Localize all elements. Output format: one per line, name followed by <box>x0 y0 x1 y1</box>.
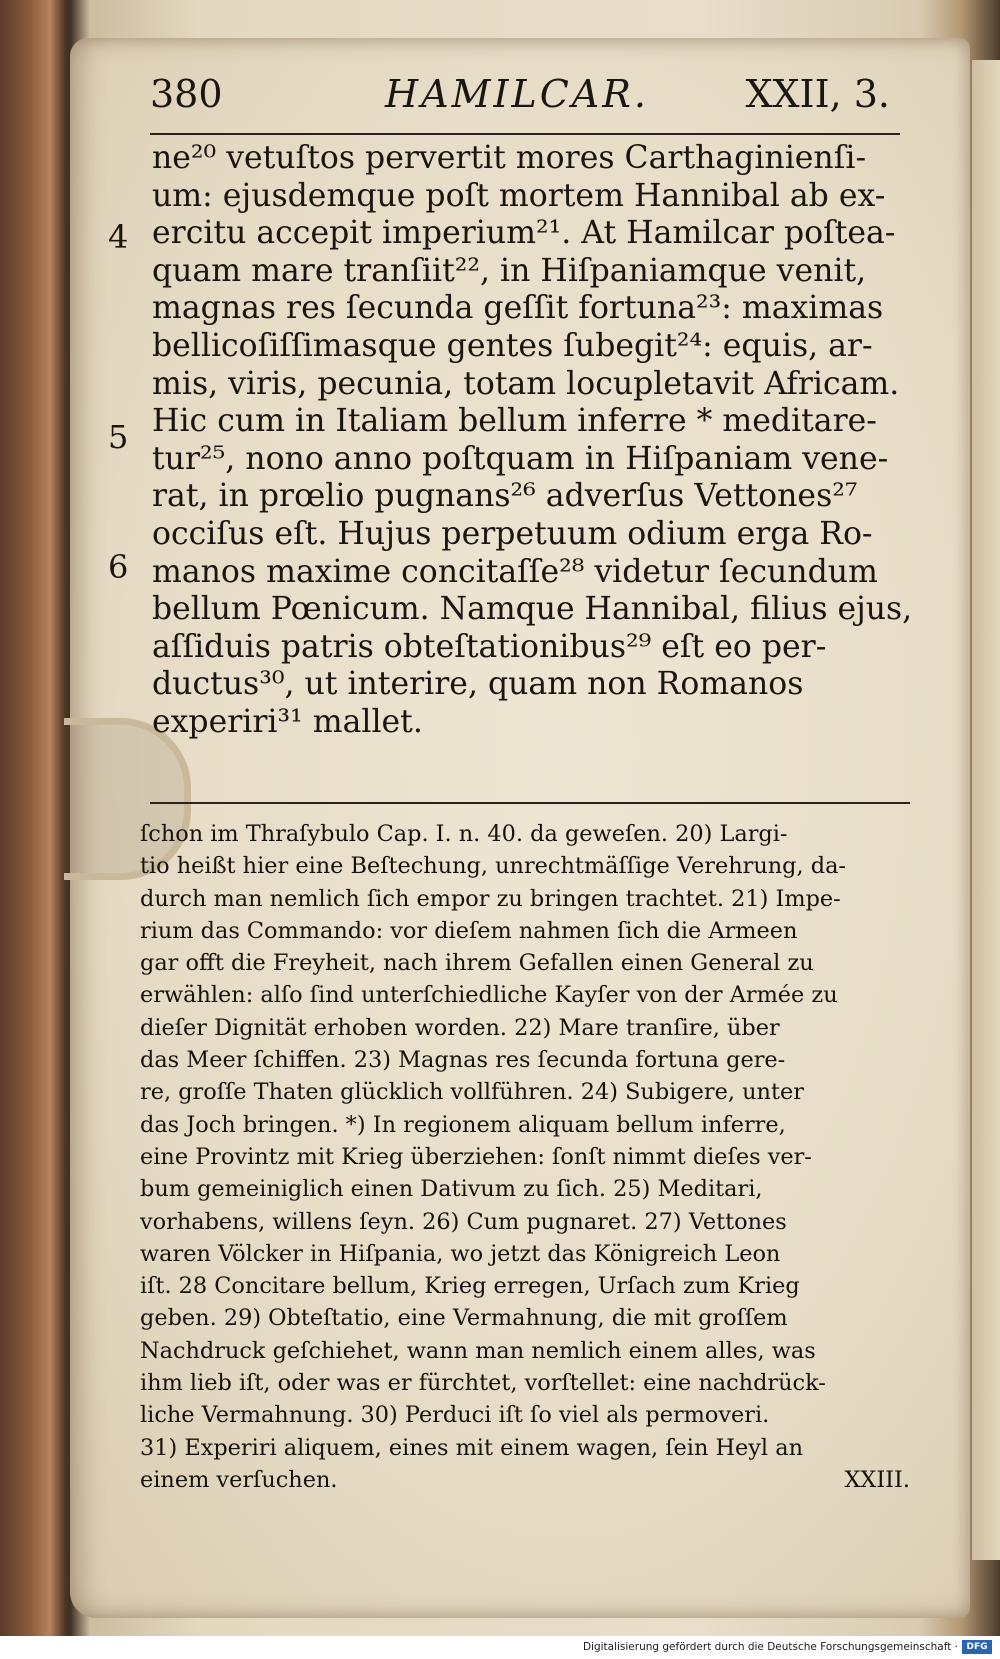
latin-main-text <box>152 140 912 742</box>
note-line: tio heißt hier eine Beſtechung, unrechtmäſſige Verehrung, da- <box>140 853 846 880</box>
note-line: durch man nemlich ſich empor zu bringen trachtet. 21) Impe- <box>140 885 841 912</box>
note-line: Nachdruck geſchiehet, wann man nemlich einem alles, was <box>140 1337 816 1364</box>
facing-page-edge <box>972 60 1000 1560</box>
text-line: experiri³¹ mallet. <box>152 703 423 740</box>
text-line: quam mare tranſiit²², in Hiſpaniamque venit, <box>152 252 867 289</box>
margin-section-number: 6 <box>108 548 129 586</box>
note-line: gar offt die Freyheit, nach ihrem Gefallen einen General zu <box>140 950 814 977</box>
note-line: iſt. 28 Concitare bellum, Krieg erregen, Urſach zum Krieg <box>140 1273 800 1300</box>
german-footnotes <box>140 818 910 1496</box>
note-line: ſchon im Thraſybulo Cap. I. n. 40. da geweſen. 20) Largi- <box>140 821 788 847</box>
note-line: erwählen: alſo ſind unterſchiedliche Kayſer von der Armée zu <box>140 982 838 1009</box>
text-line: manos maxime concitaſſe²⁸ videtur ſecundum <box>152 553 878 590</box>
text-line: bellicoſiſſimasque gentes ſubegit²⁴: equis, ar- <box>152 327 873 364</box>
text-line: ductus³⁰, ut interire, quam non Romanos <box>152 666 804 703</box>
digitization-footer <box>0 1636 1000 1659</box>
running-title: HAMILCAR. <box>385 72 649 116</box>
note-line: geben. 29) Obteſtatio, eine Vermahnung, die mit groſſem <box>140 1305 788 1332</box>
note-line: vorhabens, willens ſeyn. 26) Cum pugnaret. 27) Vettones <box>140 1208 787 1235</box>
notes-separator-rule <box>150 802 910 804</box>
margin-section-number: 5 <box>108 418 129 456</box>
footer-credit: Digitalisierung gefördert durch die Deutsche Forschungsgemeinschaft · <box>582 1641 958 1653</box>
note-line: das Joch bringen. *) In regionem aliquam bellum inferre, <box>140 1111 786 1138</box>
text-line: um: ejusdemque poſt mortem Hannibal ab ex- <box>152 177 886 214</box>
note-line: 31) Experiri aliquem, eines mit einem wagen, ſein Heyl an <box>140 1434 803 1461</box>
note-line <box>140 1464 910 1496</box>
note-line: rium das Commando: vor dieſem nahmen ſich die Armeen <box>140 917 798 944</box>
text-line: mis, viris, pecunia, totam locupletavit Africam. <box>152 365 900 402</box>
text-line: ercitu accepit imperium²¹. At Hamilcar poſtea- <box>152 215 896 252</box>
note-line: das Meer ſchiffen. 23) Magnas res ſecunda fortuna gere- <box>140 1047 786 1074</box>
text-line: rat, in prœlio pugnans²⁶ adverſus Vettones²⁷ <box>152 478 858 515</box>
note-line-text: einem verſuchen. <box>140 1466 338 1493</box>
note-line: ihm lieb iſt, oder was er fürchtet, vorſtellet: eine nachdrück- <box>140 1370 826 1397</box>
text-line: aſſiduis patris obteſtationibus²⁹ eſt eo per- <box>152 628 827 665</box>
dfg-logo-icon: DFG <box>962 1640 992 1654</box>
note-line: dieſer Dignität erhoben worden. 22) Mare tranſire, über <box>140 1014 780 1041</box>
text-line: ne²⁰ vetuſtos pervertit mores Carthaginienſi- <box>152 140 867 176</box>
note-line: liche Vermahnung. 30) Perduci iſt ſo viel als permoveri. <box>140 1402 770 1429</box>
text-line: magnas res ſecunda geſſit fortuna²³: maximas <box>152 290 884 327</box>
chapter-reference: XXII, 3. <box>745 72 890 116</box>
note-line: waren Völcker in Hiſpania, wo jetzt das Königreich Leon <box>140 1240 781 1267</box>
header-rule <box>150 133 900 135</box>
note-line: eine Provintz mit Krieg überziehen: ſonſt nimmt dieſes ver- <box>140 1143 812 1170</box>
note-line: bum gemeiniglich einen Dativum zu ſich. 25) Meditari, <box>140 1176 763 1203</box>
note-line: re, groſſe Thaten glücklich vollführen. 24) Subigere, unter <box>140 1079 804 1106</box>
page-header <box>150 72 890 124</box>
page-number: 380 <box>150 72 223 116</box>
text-line: tur²⁵, nono anno poſtquam in Hiſpaniam vene- <box>152 440 889 477</box>
catchword: XXIII. <box>844 1466 910 1493</box>
text-line: Hic cum in Italiam bellum inferre * meditare- <box>152 403 877 440</box>
text-line: occiſus eſt. Hujus perpetuum odium erga Ro- <box>152 515 873 552</box>
margin-section-number: 4 <box>108 218 129 256</box>
text-line: bellum Pœnicum. Namque Hannibal, filius ejus, <box>152 591 913 628</box>
